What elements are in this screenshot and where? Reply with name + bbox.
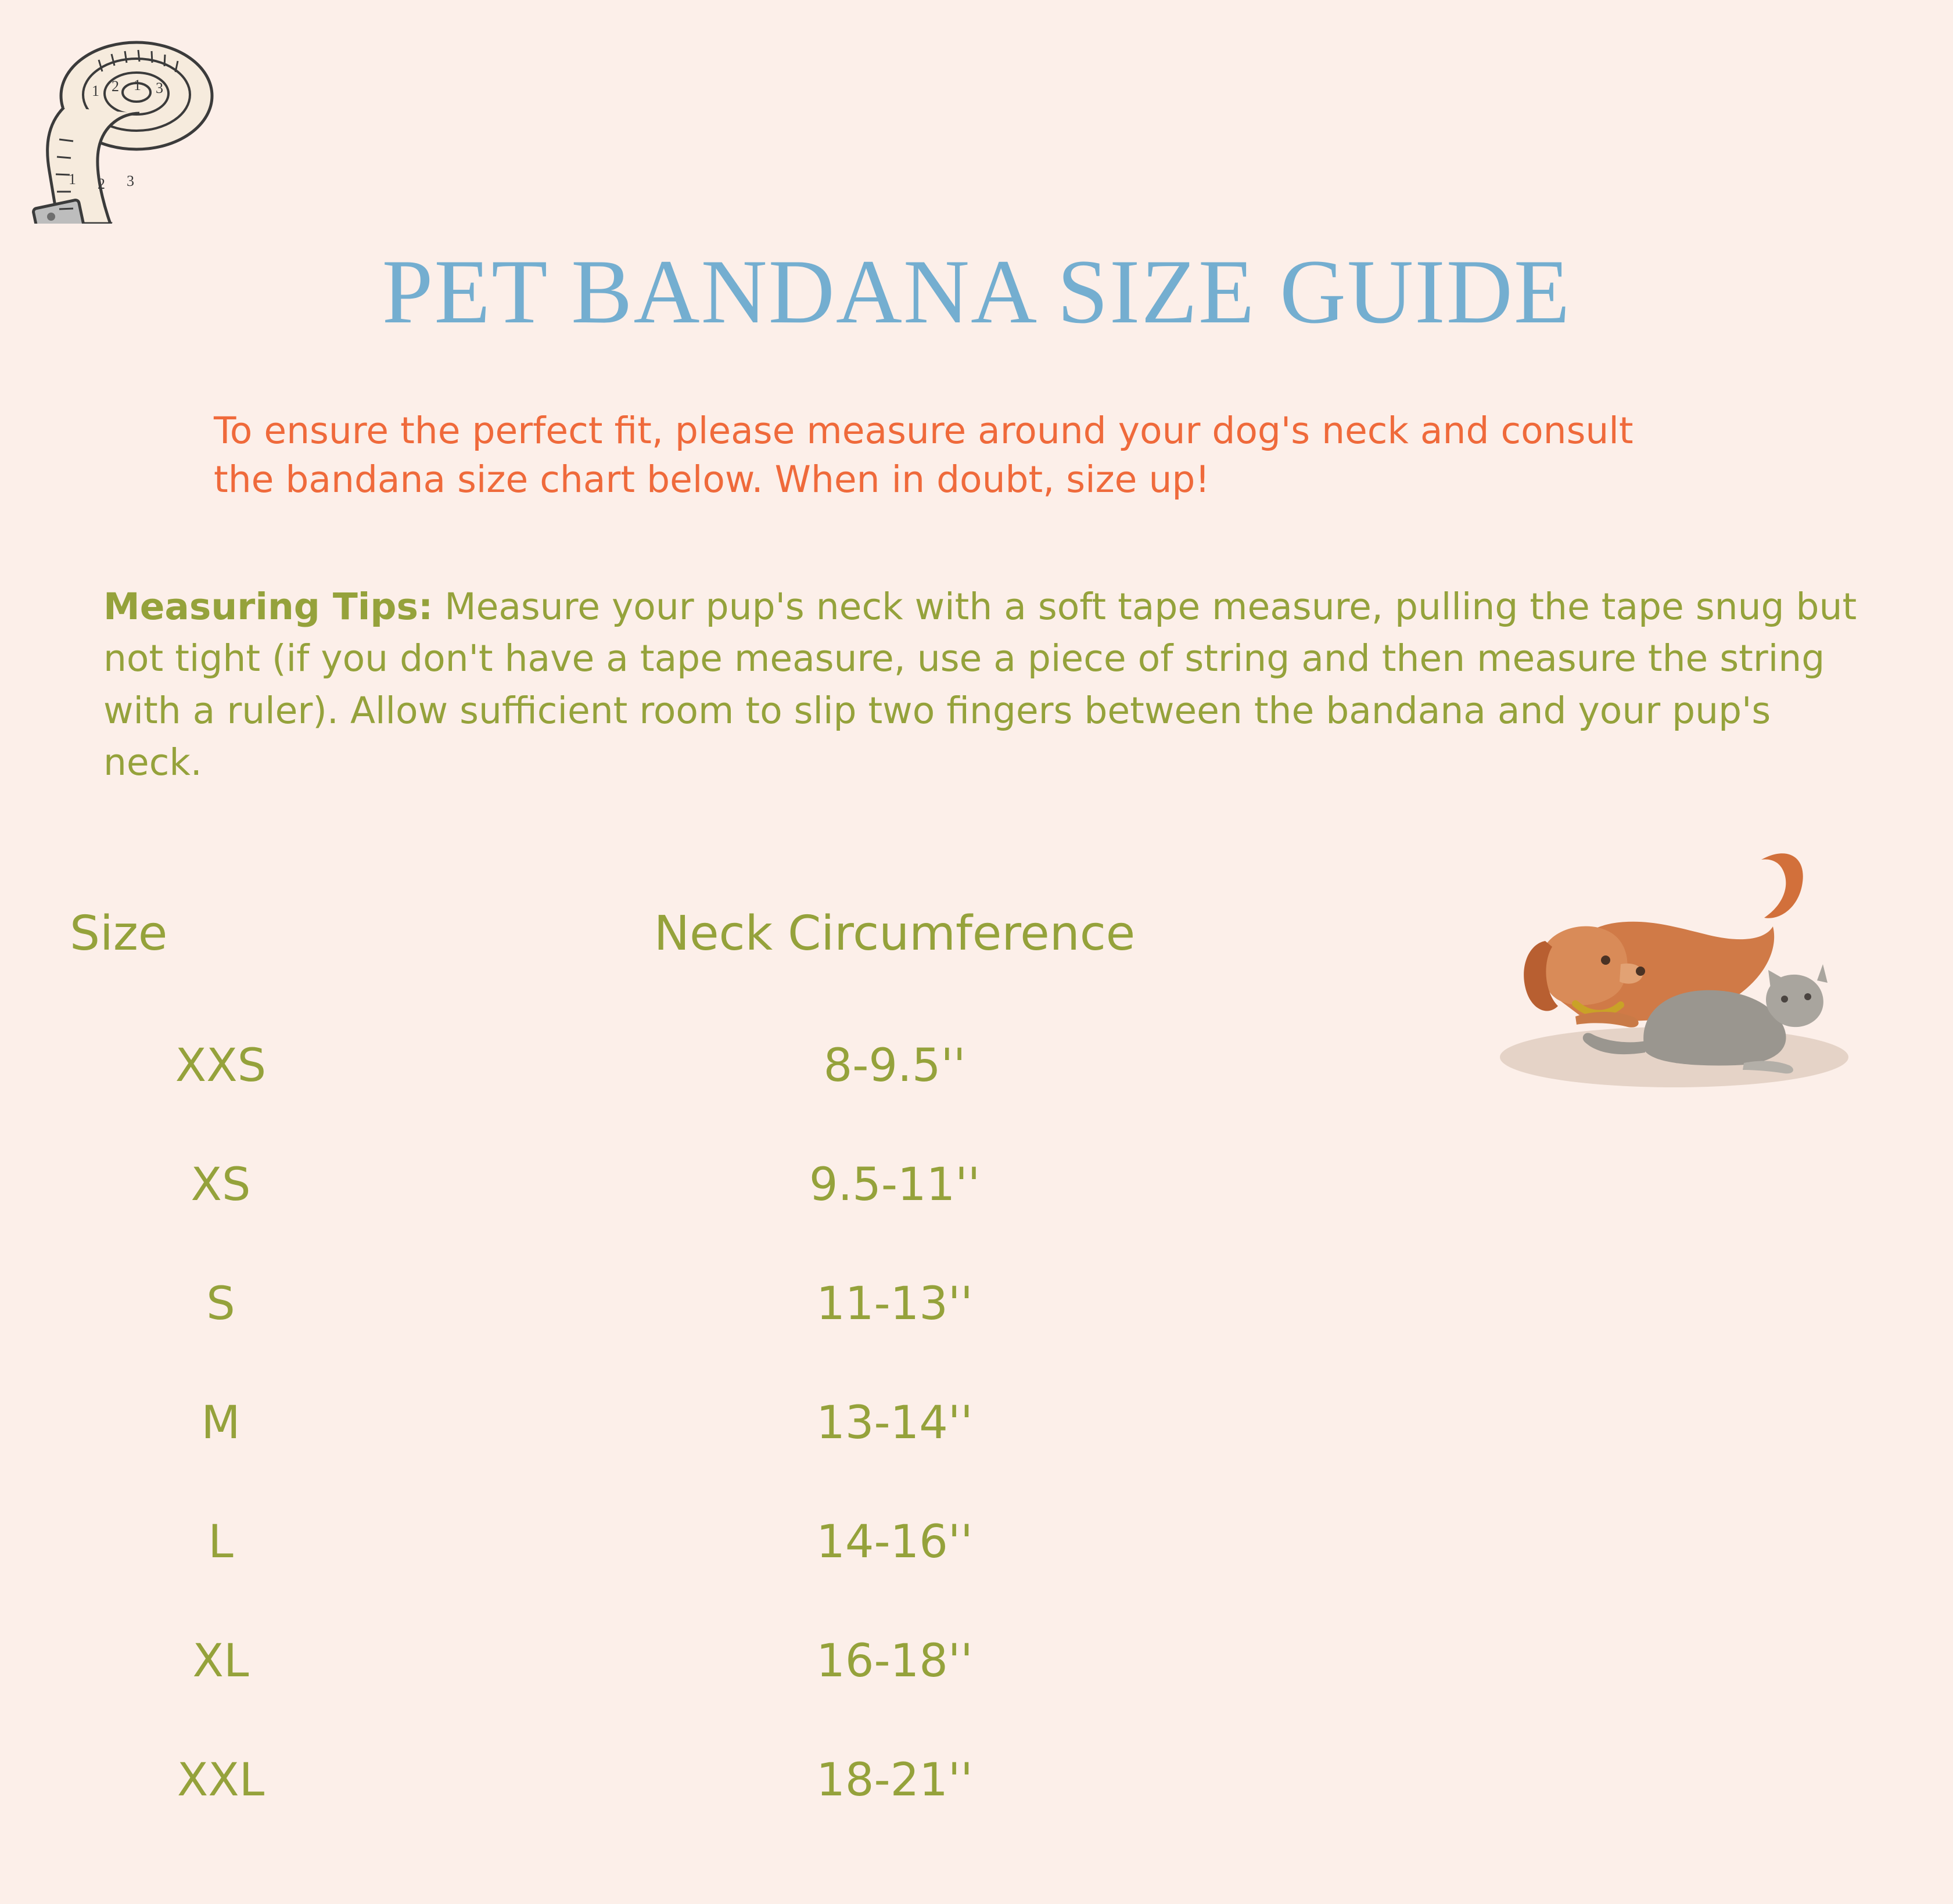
table-row	[70, 1278, 1417, 1397]
cell-neck: 8-9.5''	[823, 1040, 966, 1092]
cell-neck: 9.5-11''	[809, 1159, 981, 1211]
column-header-size: Size	[70, 906, 168, 961]
svg-text:1: 1	[134, 77, 141, 94]
size-chart-table	[70, 906, 1417, 1873]
svg-text:1: 1	[92, 82, 99, 99]
cell-size: L	[208, 1516, 234, 1568]
cell-neck: 18-21''	[816, 1754, 973, 1806]
cell-size: M	[201, 1397, 240, 1449]
page-title: PET BANDANA SIZE GUIDE	[382, 241, 1571, 343]
svg-text:3: 3	[156, 80, 163, 96]
svg-text:3: 3	[127, 173, 134, 189]
tape-measure-icon	[23, 32, 232, 224]
cell-size: XS	[191, 1159, 251, 1211]
table-header-row	[70, 906, 1417, 1040]
column-header-neck: Neck Circumference	[654, 906, 1136, 961]
svg-text:2: 2	[112, 78, 119, 95]
measuring-tips-paragraph	[103, 581, 1858, 789]
table-row	[70, 1635, 1417, 1754]
measuring-tips-label: Measuring Tips:	[103, 585, 433, 628]
cell-size: XXS	[175, 1040, 267, 1092]
cell-neck: 13-14''	[816, 1397, 973, 1449]
cell-size: S	[206, 1278, 235, 1330]
table-row	[70, 1159, 1417, 1278]
cell-size: XXL	[177, 1754, 265, 1806]
table-row	[70, 1516, 1417, 1635]
table-row	[70, 1040, 1417, 1159]
svg-text:2: 2	[98, 175, 105, 192]
measuring-tips-body: Measure your pup's neck with a soft tape measure, pulling the tape snug but not tight (if you don't have a tape measure, use a piece of string and then measure the string with a ruler). Allow sufficient room to slip two fingers between the bandana and your pup's neck.	[103, 585, 1857, 784]
cell-neck: 14-16''	[816, 1516, 973, 1568]
table-row	[70, 1397, 1417, 1516]
intro-paragraph: To ensure the perfect fit, please measure around your dog's neck and consult the bandana size chart below. When in doubt, size up!	[214, 409, 1634, 501]
cell-neck: 11-13''	[816, 1278, 973, 1330]
cell-size: XL	[192, 1635, 249, 1687]
table-row	[70, 1754, 1417, 1873]
svg-text:1: 1	[69, 171, 76, 188]
cell-neck: 16-18''	[816, 1635, 973, 1687]
dog-and-cat-illustration	[1471, 825, 1877, 1098]
